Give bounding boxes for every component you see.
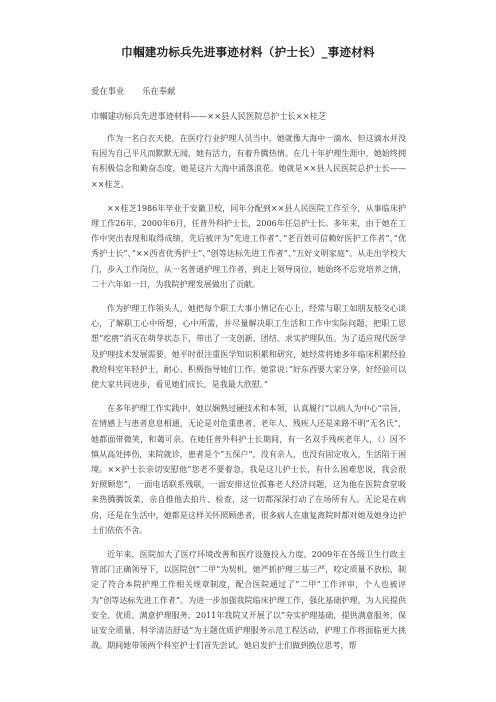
- document-body: [91, 131, 406, 663]
- paragraph: 作为护理工作领头人，她把每个职工大事小情记在心上，经常与职工如朋友般交心谈心，了解职工心中所想，心中所需，并尽量解决职工生活和工作中实际问题，把职工思想”疙瘩”消灭在萌芽状态下，带出了一支创新、团结、求实护理队伍。为了适应现代医学及护理技术发展需要，她平时很注重医学知识积累和研究，她经常将她多年临床积累经验教给科室年轻护士，耐心、积极指导她们工作。她常说：”好东西要大家分享，好经验可以使大家共同进步，看见她们成长，是我最大欣慰。”: [91, 304, 406, 390]
- byline-publisher: 乐在奉献: [142, 86, 176, 96]
- subtitle-line: 巾帼建功标兵先进事迹材料——××县人民医院总护士长××桂芝: [91, 111, 327, 121]
- byline: [91, 85, 175, 97]
- paragraph: ××桂芝1986年毕业于安徽卫校，同年分配到××县人民医院工作至今，从事临床护理工作26年，2000年6月，任普外科护士长，2006年任总护士长。多年来，由于她在工作中突出表现和取得成绩，先后被评为”先进工作者”、”老百姓可信赖好医护工作者”、”优秀护士长”、”××西省优秀护士”、”创等达标先进工作者”、”五好文明家庭”。从走出学校大门，步入工作岗位，从一名普通护理工作者，到走上领导岗位，她始终不忘党培养之情，二十六年如一日，为我院护理发展做出了贡献。: [91, 203, 406, 289]
- document-title: 巾帼建功标兵先进事迹材料（护士长）_事迹材料: [121, 45, 375, 59]
- paragraph: 作为一名白衣天使，在医疗行业护理人员当中，她就像大海中一滴水，但这滴水并没有因为自己平凡而默默无闻，她有活力，有着升腾热情。在几十年护理生涯中，她始终拥有积极信念和勤奋态度，她是这片大海中涌落浪花。她就是××县人民医院总护士长——××桂芝。: [91, 134, 406, 189]
- paragraph: 在多年护理工作实践中，她以娴熟过硬技术和本领，认真履行“以病人为中心”宗旨，在情感上与患者息息相通，无论是对危重患者、老年人、残疾人还是来路不明”无名氏”，她都面带微笑，和蔼可亲。在她任普外科护士长期间，有一名双手残疾老年人，（）因不慎从高处摔伤，来院就诊，患者是个”五保户”，没有亲人，也没有固定收入，生活陷于困境。××护士长亲切安慰他”您老不要着急，我是这儿护士长，有什么困难您说，我会很好照顾您”，一面电话联系残联，一面安排这位孤寡老人经济问题，这为他在医院食堂吸来热腾腾饭菜，亲自推他去拍片、检查，这一切都深深打动了在场所有人。无论是在病房，还是在生活中，她都是这样关怀照顾患者，很多病人在康复离院时都对她及她身边护士们依依不舍。: [91, 404, 406, 535]
- paragraph: 近年来，医院加大了医疗环境改善和医疗设施投入力度，2009年在各级卫生行政主管部门正确领导下，以医院创”二甲”为契机，她严抓护理三基三严，咬定质量不放松，制定了符合本院护理工作相关规章制度，配合医院通过了”二甲”工作评审，个人也被评为”创等达标先进工作者”。为进一步加强我院临床护理工作，强化基础护理，为人民提供安全、优质、满意护理服务，2011年我院又开展了以”夯实护理基础，提供满意服务，保证安全质量，科学清洁舒适”为主题优质护理服务示范工程活动，护理工作将面临更大挑战。期间她带领两个科室护士们首先尝试。她启发护士们做到换位思考，帮: [91, 550, 406, 651]
- byline-author: 爱在事业: [91, 86, 125, 96]
